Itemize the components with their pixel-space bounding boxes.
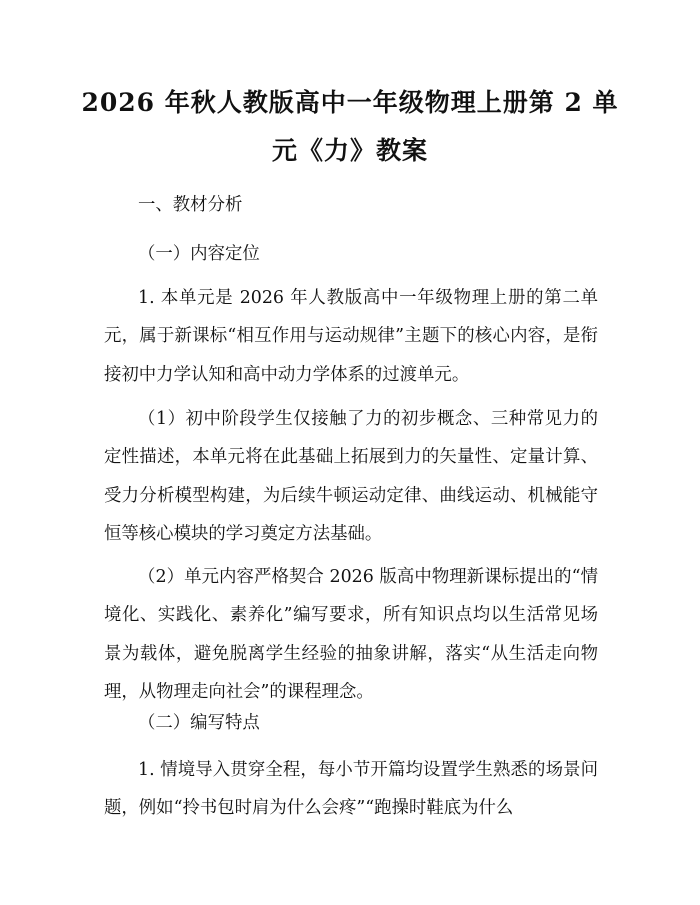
- document-title-line1: 2026 年秋人教版高中一年级物理上册第 2 单: [81, 88, 619, 117]
- document-title-line2: 元《力》教案: [271, 136, 428, 165]
- paragraph-situational-introduction: 1. 情境导入贯穿全程，每小节开篇均设置学生熟悉的场景问题，例如“拎书包时肩为什么会疼”“跑操时鞋底为什么: [104, 760, 598, 819]
- paragraph-junior-to-senior: （1）初中阶段学生仅接触了力的初步概念、三种常见力的定性描述，本单元将在此基础上拓展到力的矢量性、定量计算、受力分析模型构建，为后续牛顿运动定律、曲线运动、机械能守恒等核心模块的学习奠定方法基础。: [104, 409, 598, 544]
- paragraph-curriculum-alignment: （2）单元内容严格契合 2026 版高中物理新课标提出的“情境化、实践化、素养化”编写要求，所有知识点均以生活常见场景为载体，避免脱离学生经验的抽象讲解，落实“从生活走向物理，从物理走向社会”的课程理念。: [104, 567, 598, 702]
- subsection-heading-content-positioning: （一）内容定位: [138, 244, 260, 264]
- section-heading-textbook-analysis: 一、教材分析: [138, 195, 243, 215]
- paragraph-unit-overview: 1. 本单元是 2026 年人教版高中一年级物理上册的第二单元，属于新课标“相互作用与运动规律”主题下的核心内容，是衔接初中力学认知和高中动力学体系的过渡单元。: [104, 288, 598, 385]
- subsection-heading-writing-features: （二）编写特点: [138, 713, 260, 733]
